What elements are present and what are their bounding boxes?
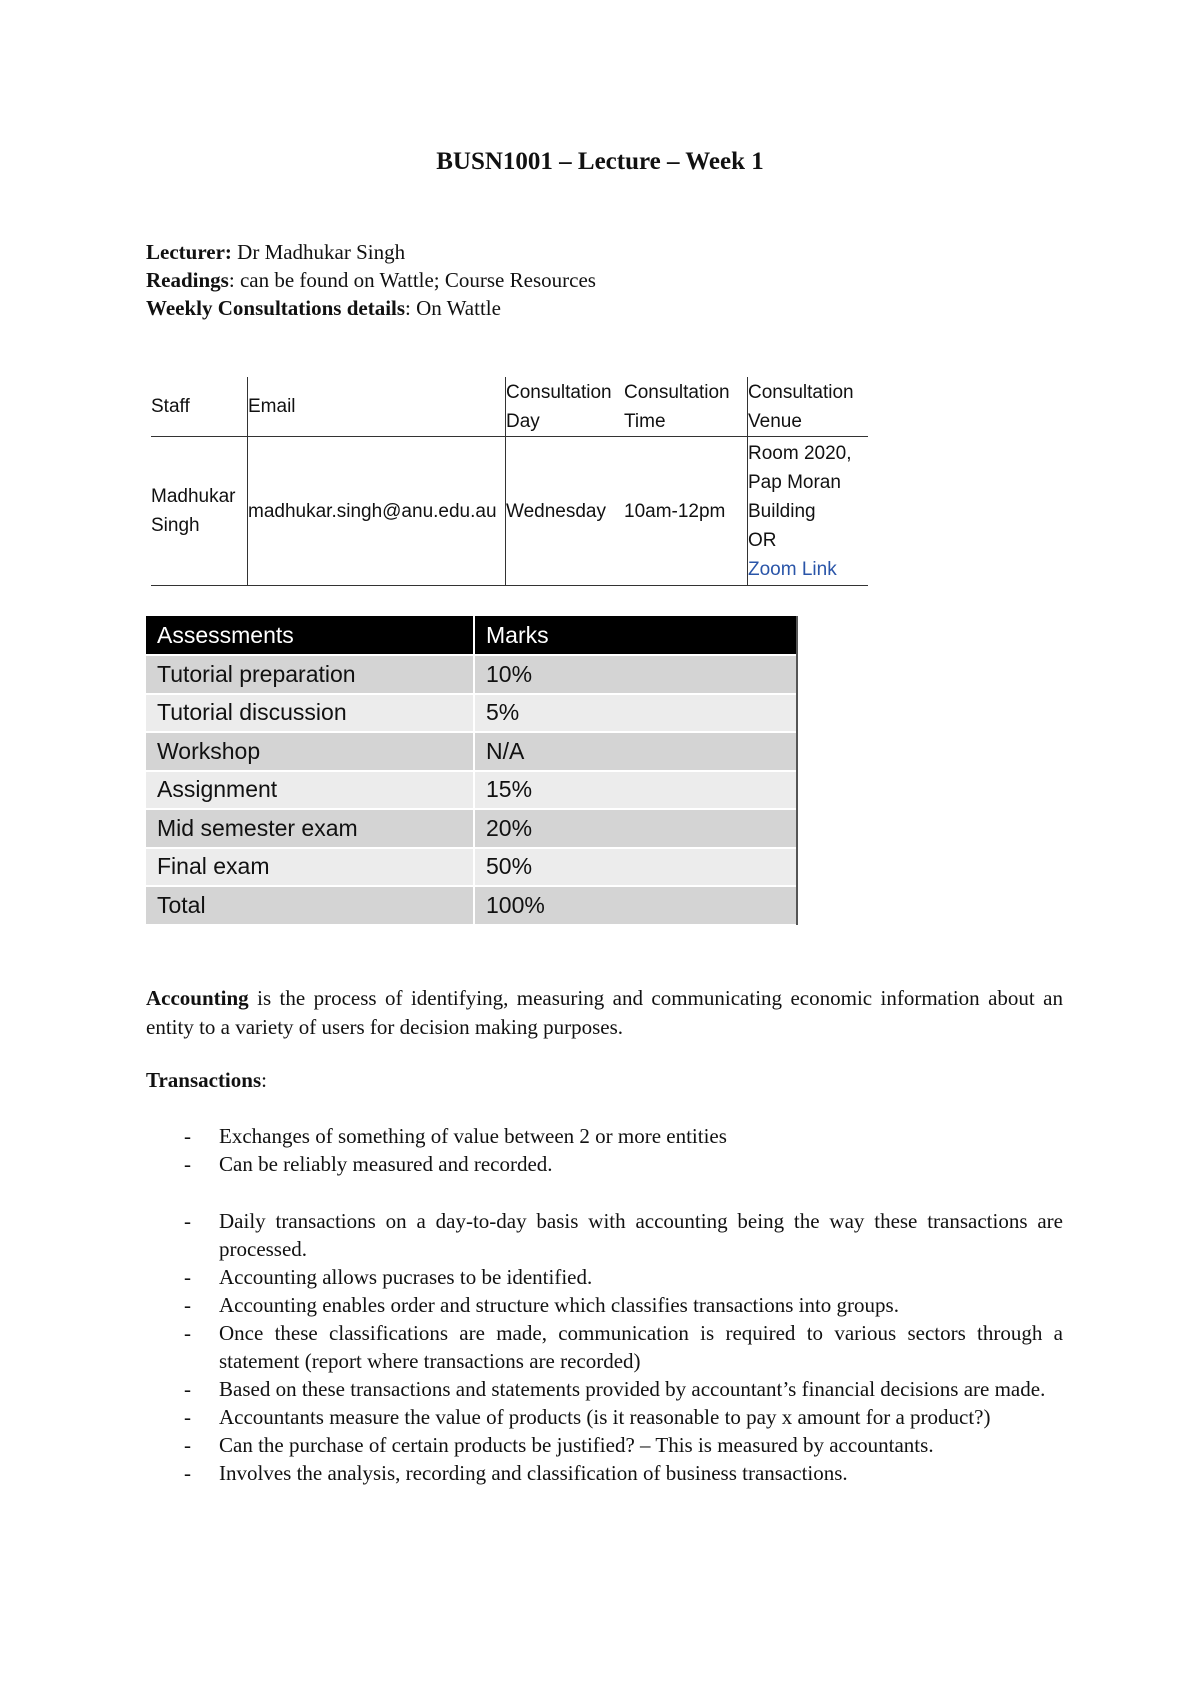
lecturer-line bbox=[146, 238, 596, 266]
assessment-mark: 20% bbox=[474, 809, 796, 848]
lecturer-label: Lecturer: bbox=[146, 240, 232, 264]
venue-line2: Pap Moran bbox=[748, 471, 841, 493]
header-assessments: Assessments bbox=[146, 616, 474, 655]
list-item: - Involves the analysis, recording and classification of business transactions. bbox=[146, 1459, 1063, 1487]
assessment-mark: N/A bbox=[474, 732, 796, 771]
accounting-definition-text: is the process of identifying, measuring and communicating economic information about an entity to a variety of users for decision making purposes. bbox=[146, 986, 1063, 1039]
header-venue-line1: Consultation bbox=[748, 381, 854, 403]
assessment-name: Workshop bbox=[146, 732, 474, 771]
assessment-name: Tutorial discussion bbox=[146, 694, 474, 733]
email-cell: madhukar.singh@anu.edu.au bbox=[248, 437, 506, 586]
assessment-name: Tutorial preparation bbox=[146, 655, 474, 694]
list-item: - Exchanges of something of value between 2 or more entities bbox=[146, 1122, 1063, 1150]
consultations-line bbox=[146, 294, 596, 322]
header-venue-line2: Venue bbox=[748, 410, 802, 432]
list-item: - Based on these transactions and statements provided by accountant’s financial decisions are made. bbox=[146, 1375, 1063, 1403]
day-cell: Wednesday bbox=[506, 437, 625, 586]
table-row bbox=[146, 732, 796, 771]
transactions-list-2 bbox=[146, 1207, 1063, 1487]
readings-value: : can be found on Wattle; Course Resources bbox=[228, 268, 596, 292]
accounting-term: Accounting bbox=[146, 986, 249, 1010]
assessment-mark: 5% bbox=[474, 694, 796, 733]
assessments-table bbox=[146, 616, 796, 924]
list-item: - Daily transactions on a day-to-day basis with accounting being the way these transactions are processed. bbox=[146, 1207, 1063, 1263]
assessment-name: Mid semester exam bbox=[146, 809, 474, 848]
list-item: - Can the purchase of certain products be justified? – This is measured by accountants. bbox=[146, 1431, 1063, 1459]
header-consultation-day bbox=[506, 377, 625, 437]
time-cell: 10am-12pm bbox=[624, 437, 748, 586]
course-meta bbox=[146, 238, 596, 322]
venue-line3: Building bbox=[748, 500, 816, 522]
assessment-name: Total bbox=[146, 886, 474, 924]
consultation-row bbox=[151, 437, 868, 586]
list-item: - Accounting enables order and structure which classifies transactions into groups. bbox=[146, 1291, 1063, 1319]
readings-label: Readings bbox=[146, 268, 229, 292]
transactions-heading-colon: : bbox=[261, 1068, 267, 1092]
assessments-header-row bbox=[146, 616, 796, 655]
consultations-label: Weekly Consultations details bbox=[146, 296, 406, 320]
header-consultation-venue bbox=[748, 377, 869, 437]
lecturer-value: Dr Madhukar Singh bbox=[231, 240, 406, 264]
assessment-mark: 50% bbox=[474, 848, 796, 887]
consultation-header-row bbox=[151, 377, 868, 437]
zoom-link[interactable]: Zoom Link bbox=[748, 558, 837, 580]
staff-cell bbox=[151, 437, 248, 586]
table-right-border bbox=[796, 616, 798, 925]
consultations-value: : On Wattle bbox=[405, 296, 501, 320]
list-item: - Accountants measure the value of products (is it reasonable to pay x amount for a product?) bbox=[146, 1403, 1063, 1431]
assessment-mark: 10% bbox=[474, 655, 796, 694]
assessment-name: Assignment bbox=[146, 771, 474, 810]
header-marks: Marks bbox=[474, 616, 796, 655]
assessment-mark: 100% bbox=[474, 886, 796, 924]
assessment-name: Final exam bbox=[146, 848, 474, 887]
header-time-line1: Consultation bbox=[624, 381, 730, 403]
list-item: - Once these classifications are made, communication is required to various sectors through a statement (report where transactions are recorded) bbox=[146, 1319, 1063, 1375]
transactions-heading-text: Transactions bbox=[146, 1068, 262, 1092]
assessment-mark: 15% bbox=[474, 771, 796, 810]
table-row bbox=[146, 694, 796, 733]
accounting-definition bbox=[146, 984, 1063, 1042]
table-row bbox=[146, 771, 796, 810]
header-time-line2: Time bbox=[624, 410, 666, 432]
header-staff: Staff bbox=[151, 377, 248, 437]
staff-name-line1: Madhukar bbox=[151, 486, 236, 507]
page-title: BUSN1001 – Lecture – Week 1 bbox=[436, 148, 764, 175]
header-day-line2: Day bbox=[506, 410, 540, 432]
consultation-table bbox=[151, 377, 868, 586]
venue-cell bbox=[748, 437, 869, 586]
table-row bbox=[146, 886, 796, 924]
list-item: - Accounting allows pucrases to be identified. bbox=[146, 1263, 1063, 1291]
header-consultation-time bbox=[624, 377, 748, 437]
list-item: - Can be reliably measured and recorded. bbox=[146, 1150, 1063, 1178]
venue-line1: Room 2020, bbox=[748, 442, 852, 464]
readings-line bbox=[146, 266, 596, 294]
header-email: Email bbox=[248, 377, 506, 437]
transactions-list-1 bbox=[146, 1122, 1063, 1178]
staff-name-line2: Singh bbox=[151, 515, 200, 536]
table-row bbox=[146, 809, 796, 848]
venue-line4: OR bbox=[748, 529, 777, 551]
transactions-heading bbox=[146, 1066, 267, 1095]
table-row bbox=[146, 655, 796, 694]
header-day-line1: Consultation bbox=[506, 381, 612, 403]
table-row bbox=[146, 848, 796, 887]
